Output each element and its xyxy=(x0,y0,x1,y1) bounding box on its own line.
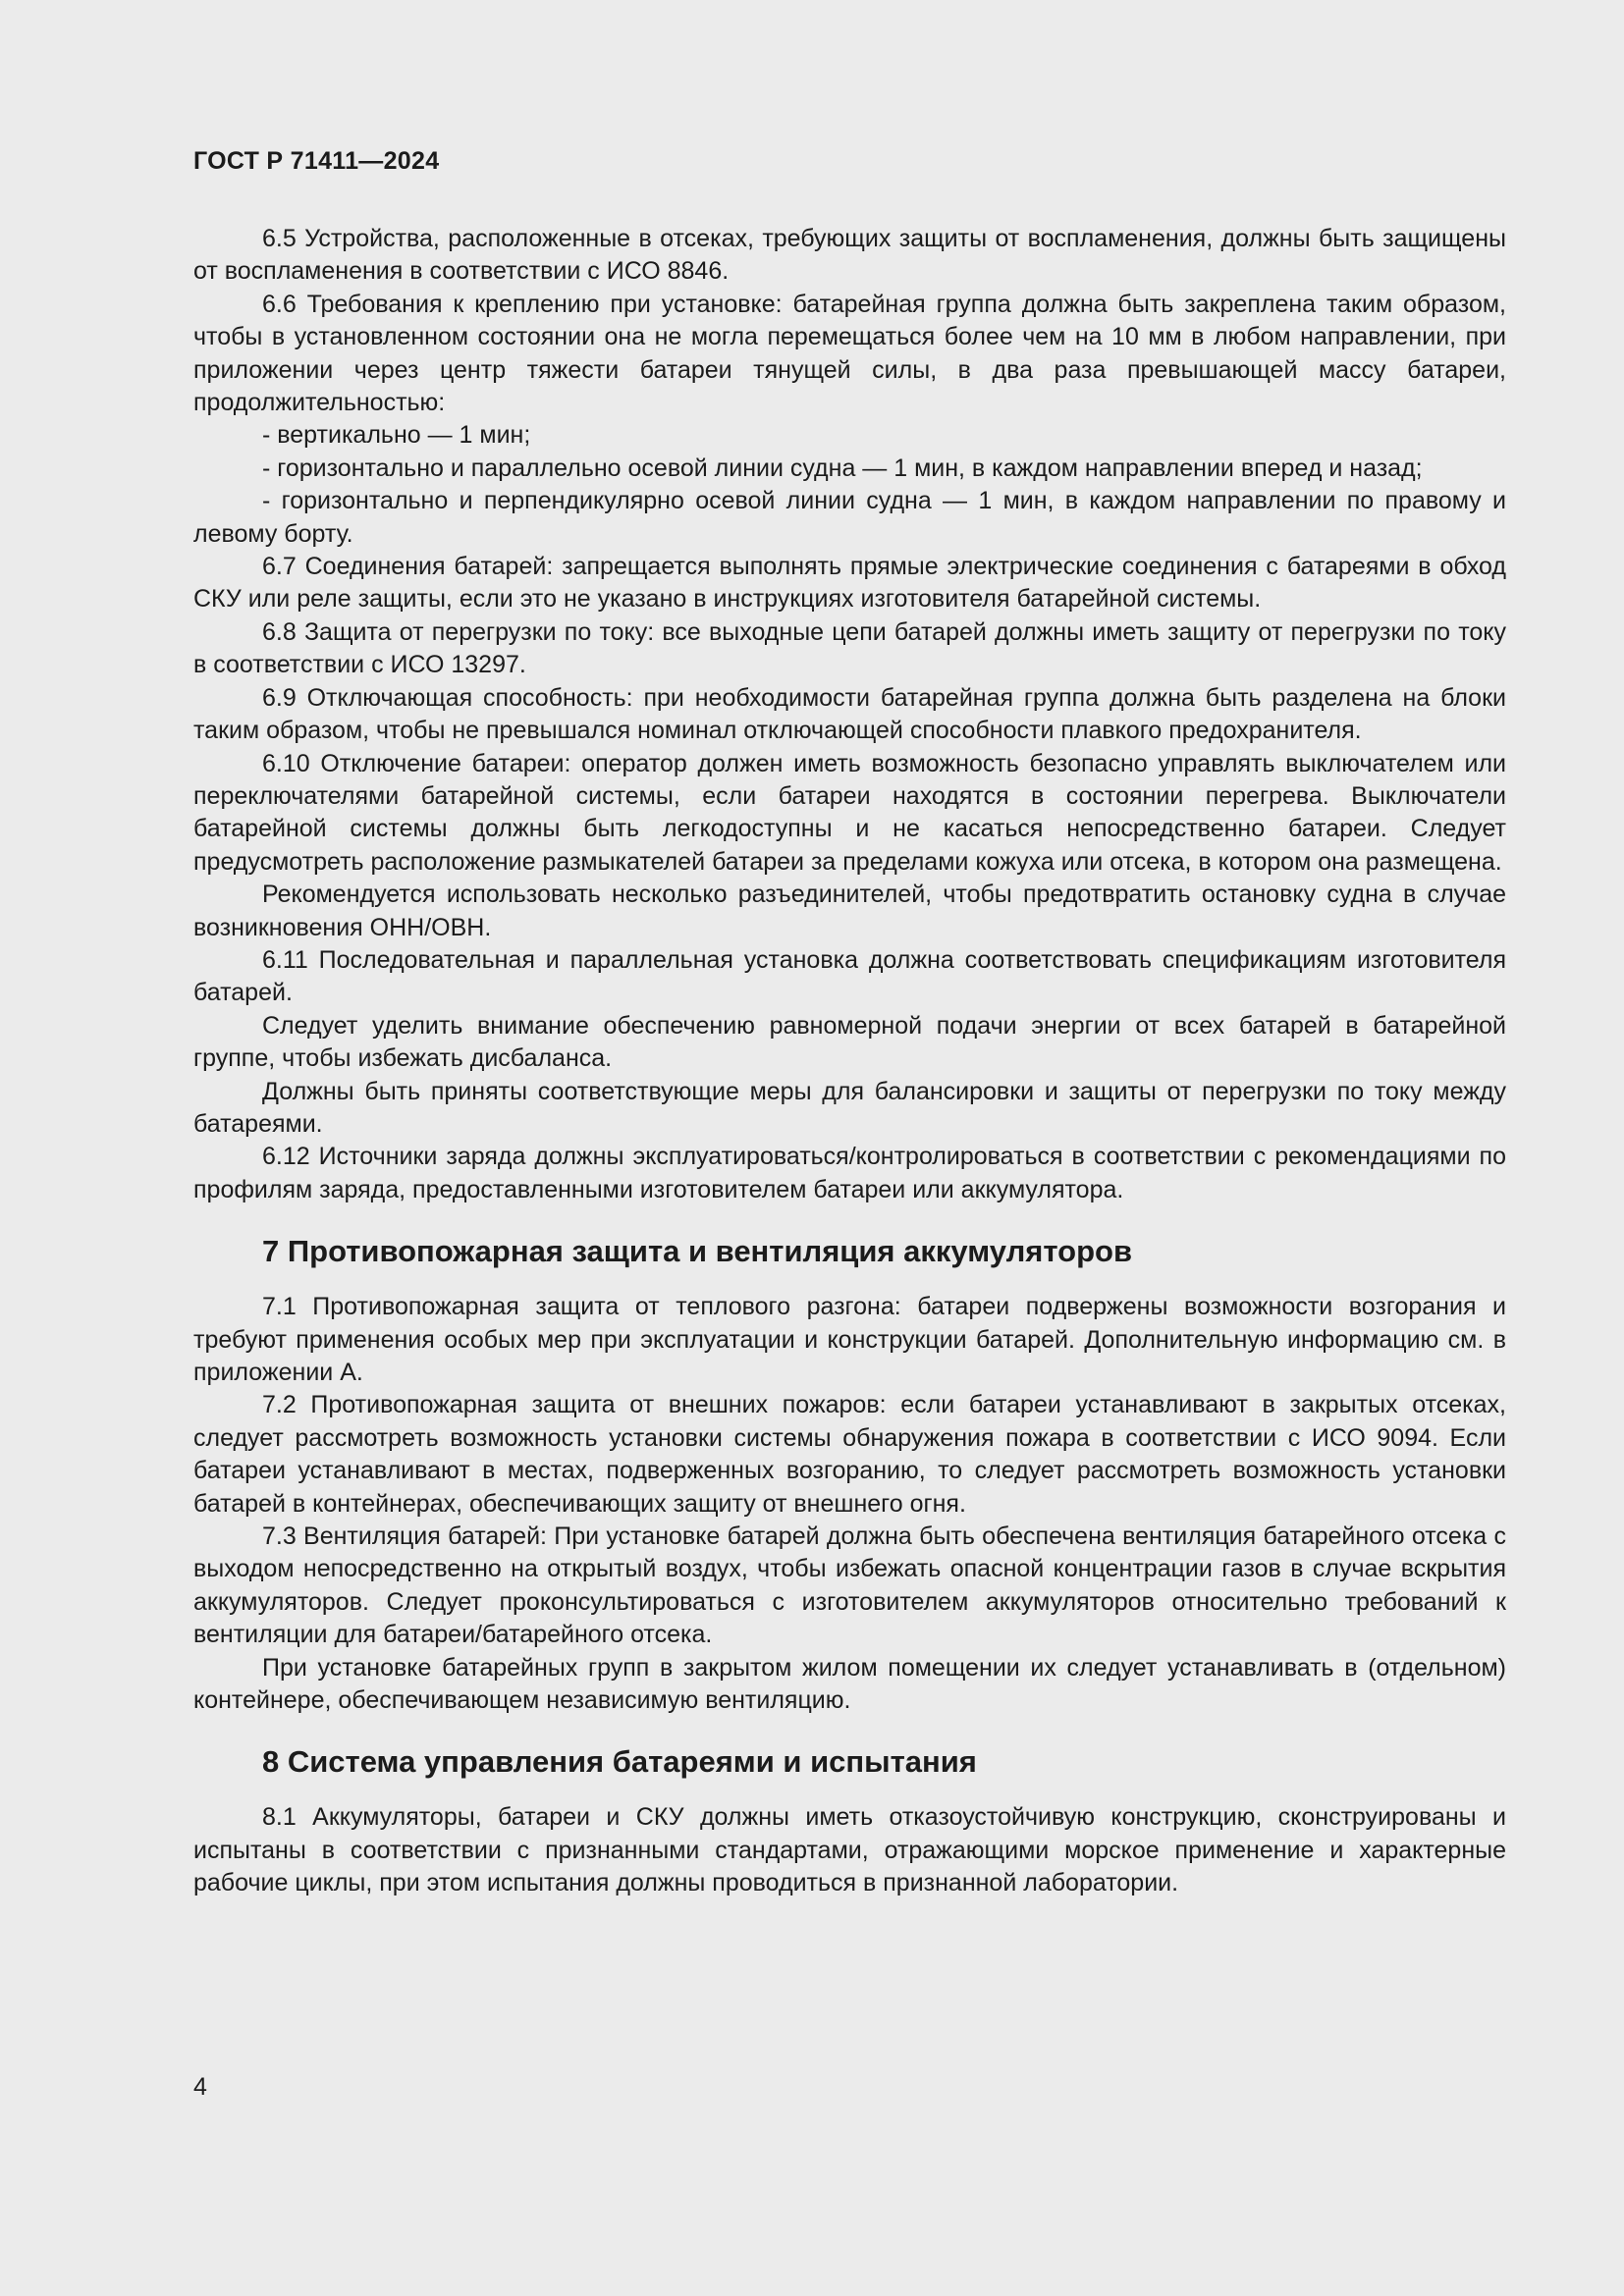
paragraph-6-11-measures: Должны быть приняты соответствующие меры для балансировки и защиты от перегрузки по току между батареями. xyxy=(193,1077,1506,1138)
paragraph-7-3-housing: При установке батарейных групп в закрытом жилом помещении их следует устанавливать в (отдельном) контейнере, обеспечивающем независимую вентиляцию. xyxy=(193,1653,1506,1715)
list-item-vertical: - вертикально — 1 мин; xyxy=(262,421,531,450)
paragraph-6-6: 6.6 Требования к креплению при установке: батарейная группа должна быть закреплена таким образом, чтобы в установленном состоянии она не могла перемещаться более чем на 10 мм в любом направлении, при приложении через центр тяжести батареи тянущей силы, в два раза превышающей массу батареи, продолжительностью: xyxy=(193,290,1506,417)
paragraph-6-10: 6.10 Отключение батареи: оператор должен иметь возможность безопасно управлять выключателем или переключателями батарейной системы, если батареи находятся в состоянии перегрева. Выключатели батарейной системы должны быть легкодоступны и не касаться непосредственно батареи. Следует предусмотреть расположение размыкателей батареи за пределами кожуха или отсека, в котором она размещена. xyxy=(193,749,1506,876)
document-body xyxy=(193,223,1506,1900)
paragraph-6-5: 6.5 Устройства, расположенные в отсеках, требующих защиты от воспламенения, должны быть защищены от воспламенения в соответствии с ИСО 8846. xyxy=(193,225,1506,286)
paragraph-6-8: 6.8 Защита от перегрузки по току: все выходные цепи батарей должны иметь защиту от перегрузки по току в соответствии с ИСО 13297. xyxy=(193,617,1506,679)
paragraph-6-10-recommendation: Рекомендуется использовать несколько разъединителей, чтобы предотвратить остановку судна в случае возникновения ОНН/ОВН. xyxy=(193,881,1506,941)
section-8-heading: 8 Система управления батареями и испытания xyxy=(262,1744,977,1780)
paragraph-6-9: 6.9 Отключающая способность: при необходимости батарейная группа должна быть разделена на блоки таким образом, чтобы не превышался номинал отключающей способности плавкого предохранителя. xyxy=(193,683,1506,745)
page-number: 4 xyxy=(193,2073,207,2101)
paragraph-7-2: 7.2 Противопожарная защита от внешних пожаров: если батареи устанавливают в закрытых отсеках, следует рассмотреть возможность установки системы обнаружения пожара в соответствии с ИСО 9094. Если батареи устанавливают в местах, подверженных возгоранию, то следует рассмотреть возможность установки батарей в контейнерах, обеспечивающих защиту от внешнего огня. xyxy=(193,1391,1506,1518)
paragraph-7-1: 7.1 Противопожарная защита от теплового разгона: батареи подвержены возможности возгорания и требуют применения особых мер при эксплуатации и конструкции батарей. Дополнительную информацию см. в приложении А. xyxy=(193,1293,1506,1386)
paragraph-7-3: 7.3 Вентиляция батарей: При установке батарей должна быть обеспечена вентиляция батарейного отсека с выходом непосредственно на открытый воздух, чтобы избежать опасной концентрации газов в случае вскрытия аккумуляторов. Следует проконсультироваться с изготовителем аккумуляторов относительно требований к вентиляции для батареи/батарейного отсека. xyxy=(193,1522,1506,1649)
section-7-heading: 7 Противопожарная защита и вентиляция аккумуляторов xyxy=(262,1234,1132,1269)
paragraph-6-7: 6.7 Соединения батарей: запрещается выполнять прямые электрические соединения с батареями в обход СКУ или реле защиты, если это не указано в инструкциях изготовителя батарейной системы. xyxy=(193,553,1506,614)
document-code: ГОСТ Р 71411—2024 xyxy=(193,147,440,175)
list-item-horizontal-parallel: - горизонтально и параллельно осевой линии судна — 1 мин, в каждом направлении вперед и назад; xyxy=(262,454,1423,482)
paragraph-6-11: 6.11 Последовательная и параллельная установка должна соответствовать спецификациям изготовителя батарей. xyxy=(193,945,1506,1007)
paragraph-6-12: 6.12 Источники заряда должны эксплуатироваться/контролироваться в соответствии с рекомендациями по профилям заряда, предоставленными изготовителем батареи или аккумулятора. xyxy=(193,1143,1506,1203)
list-item-horizontal-perpendicular: - горизонтально и перпендикулярно осевой линии судна — 1 мин, в каждом направлении по правому и левому борту. xyxy=(193,487,1506,548)
paragraph-6-11-balance: Следует уделить внимание обеспечению равномерной подачи энергии от всех батарей в батарейной группе, чтобы избежать дисбаланса. xyxy=(193,1011,1506,1073)
paragraph-8-1: 8.1 Аккумуляторы, батареи и СКУ должны иметь отказоустойчивую конструкцию, сконструированы и испытаны в соответствии с признанными стандартами, отражающими морское применение и характерные рабочие циклы, при этом испытания должны проводиться в признанной лаборатории. xyxy=(193,1803,1506,1897)
